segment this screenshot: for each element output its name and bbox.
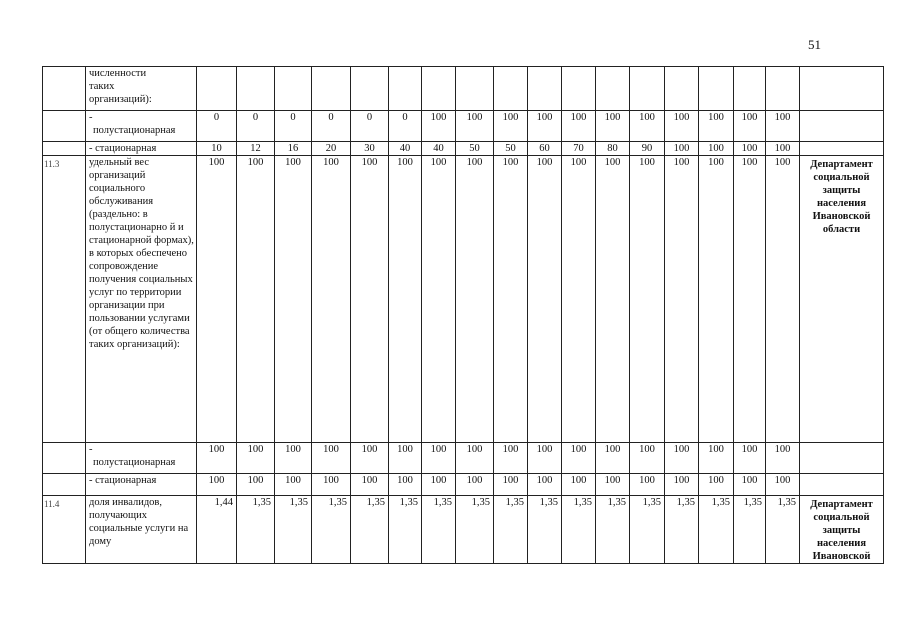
description-line: полустационарная: [93, 457, 176, 468]
year-value-cell: 100: [351, 443, 389, 474]
year-value-cell: 50: [494, 142, 528, 156]
row-description: [86, 111, 197, 142]
year-value-cell: [630, 67, 665, 111]
year-value-cell: 60: [528, 142, 562, 156]
year-value-cell: 100: [494, 474, 528, 496]
responsible-department: [800, 443, 884, 474]
year-value-cell: 0: [312, 111, 351, 142]
year-value-cell: 50: [456, 142, 494, 156]
responsible-department: Департамент социальной защиты населения Ивановской области: [800, 156, 884, 443]
year-value-cell: 1,35: [596, 496, 630, 564]
table-row: [43, 443, 884, 474]
year-value-cell: 100: [630, 111, 665, 142]
row-index: [43, 443, 86, 474]
year-value-cell: 100: [528, 111, 562, 142]
year-value-cell: 1,35: [528, 496, 562, 564]
year-value-cell: 100: [766, 142, 800, 156]
row-index: 11.4: [43, 496, 86, 564]
year-value-cell: 1,35: [734, 496, 766, 564]
table-row: [43, 142, 884, 156]
year-value-cell: 100: [766, 474, 800, 496]
row-index: [43, 474, 86, 496]
year-value-cell: 100: [237, 443, 275, 474]
year-value-cell: 100: [528, 474, 562, 496]
year-value-cell: 1,35: [562, 496, 596, 564]
year-value-cell: 100: [596, 111, 630, 142]
year-value-cell: 100: [456, 474, 494, 496]
row-description: доля инвалидов, получающих социальные услуги на дому: [86, 496, 197, 564]
year-value-cell: 100: [596, 474, 630, 496]
year-value-cell: [528, 67, 562, 111]
year-value-cell: 80: [596, 142, 630, 156]
year-value-cell: 100: [389, 474, 422, 496]
year-value-cell: 100: [389, 443, 422, 474]
year-value-cell: 1,35: [456, 496, 494, 564]
year-value-cell: 1,35: [389, 496, 422, 564]
year-value-cell: 100: [665, 474, 699, 496]
year-value-cell: 1,35: [665, 496, 699, 564]
row-index: [43, 111, 86, 142]
year-value-cell: 0: [275, 111, 312, 142]
year-value-cell: 100: [237, 156, 275, 443]
year-value-cell: 100: [596, 156, 630, 443]
year-value-cell: [699, 67, 734, 111]
table-row: [43, 474, 884, 496]
year-value-cell: [766, 67, 800, 111]
year-value-cell: [734, 67, 766, 111]
year-value-cell: 90: [630, 142, 665, 156]
year-value-cell: 1,35: [630, 496, 665, 564]
year-value-cell: [237, 67, 275, 111]
year-value-cell: 100: [665, 142, 699, 156]
year-value-cell: [456, 67, 494, 111]
year-value-cell: 100: [197, 156, 237, 443]
year-value-cell: 100: [312, 474, 351, 496]
year-value-cell: 100: [766, 443, 800, 474]
year-value-cell: 10: [197, 142, 237, 156]
row-index: [43, 67, 86, 111]
row-description: численности таких организаций):: [86, 67, 197, 111]
year-value-cell: 100: [312, 443, 351, 474]
year-value-cell: 100: [312, 156, 351, 443]
year-value-cell: 100: [562, 474, 596, 496]
year-value-cell: 70: [562, 142, 596, 156]
year-value-cell: 100: [528, 156, 562, 443]
responsible-department: Департамент социальной защиты населения Ивановской: [800, 496, 884, 564]
year-value-cell: [665, 67, 699, 111]
year-value-cell: 100: [665, 443, 699, 474]
year-value-cell: 100: [422, 111, 456, 142]
year-value-cell: 40: [422, 142, 456, 156]
year-value-cell: 100: [562, 156, 596, 443]
year-value-cell: 100: [528, 443, 562, 474]
year-value-cell: 100: [665, 111, 699, 142]
year-value-cell: 100: [699, 156, 734, 443]
year-value-cell: 100: [734, 474, 766, 496]
year-value-cell: 100: [734, 111, 766, 142]
responsible-department: [800, 67, 884, 111]
year-value-cell: 20: [312, 142, 351, 156]
row-description: удельный вес организаций социального обслуживания (раздельно: в полустационарно й и стационарной формах), в которых обеспечено сопровождение получения социальных услуг по территории организации при пользовании услугами (от общего количества таких организаций):: [86, 156, 197, 443]
year-value-cell: [422, 67, 456, 111]
indicator-table: [42, 66, 884, 564]
year-value-cell: 0: [389, 111, 422, 142]
year-value-cell: 100: [275, 474, 312, 496]
year-value-cell: 100: [456, 156, 494, 443]
description-line: полустационарная: [93, 125, 176, 136]
year-value-cell: [389, 67, 422, 111]
year-value-cell: 1,35: [494, 496, 528, 564]
year-value-cell: [275, 67, 312, 111]
year-value-cell: 16: [275, 142, 312, 156]
year-value-cell: 100: [734, 156, 766, 443]
row-index: 11.3: [43, 156, 86, 443]
description-line: -: [89, 444, 93, 455]
responsible-department: [800, 142, 884, 156]
year-value-cell: 100: [766, 156, 800, 443]
year-value-cell: 100: [351, 474, 389, 496]
year-value-cell: 100: [422, 156, 456, 443]
year-value-cell: [596, 67, 630, 111]
table-row: [43, 67, 884, 111]
year-value-cell: 100: [456, 443, 494, 474]
year-value-cell: [312, 67, 351, 111]
year-value-cell: 100: [630, 443, 665, 474]
year-value-cell: 100: [766, 111, 800, 142]
year-value-cell: 100: [596, 443, 630, 474]
year-value-cell: 1,35: [699, 496, 734, 564]
description-line: -: [89, 112, 93, 123]
year-value-cell: 100: [422, 474, 456, 496]
year-value-cell: 1,35: [766, 496, 800, 564]
table-row: [43, 111, 884, 142]
year-value-cell: 100: [699, 142, 734, 156]
row-description: - стационарная: [86, 474, 197, 496]
table-row: [43, 156, 884, 443]
year-value-cell: [351, 67, 389, 111]
year-value-cell: 100: [562, 443, 596, 474]
page-number: 51: [808, 37, 821, 52]
year-value-cell: 100: [351, 156, 389, 443]
responsible-department: [800, 474, 884, 496]
responsible-department: [800, 111, 884, 142]
year-value-cell: 40: [389, 142, 422, 156]
table-row: [43, 496, 884, 564]
year-value-cell: 100: [562, 111, 596, 142]
year-value-cell: 100: [197, 474, 237, 496]
year-value-cell: 1,44: [197, 496, 237, 564]
year-value-cell: 0: [351, 111, 389, 142]
year-value-cell: [494, 67, 528, 111]
year-value-cell: 100: [389, 156, 422, 443]
year-value-cell: 12: [237, 142, 275, 156]
row-description: [86, 443, 197, 474]
year-value-cell: 100: [734, 142, 766, 156]
year-value-cell: [197, 67, 237, 111]
year-value-cell: 1,35: [351, 496, 389, 564]
year-value-cell: 100: [197, 443, 237, 474]
year-value-cell: 30: [351, 142, 389, 156]
year-value-cell: 100: [494, 443, 528, 474]
year-value-cell: 100: [699, 443, 734, 474]
year-value-cell: 100: [630, 156, 665, 443]
year-value-cell: 1,35: [312, 496, 351, 564]
row-description: - стационарная: [86, 142, 197, 156]
year-value-cell: 100: [275, 156, 312, 443]
year-value-cell: 100: [734, 443, 766, 474]
year-value-cell: 100: [665, 156, 699, 443]
year-value-cell: 100: [699, 474, 734, 496]
year-value-cell: 0: [197, 111, 237, 142]
year-value-cell: 100: [494, 156, 528, 443]
year-value-cell: 0: [237, 111, 275, 142]
year-value-cell: 100: [699, 111, 734, 142]
year-value-cell: [562, 67, 596, 111]
year-value-cell: 100: [456, 111, 494, 142]
year-value-cell: 100: [237, 474, 275, 496]
year-value-cell: 1,35: [275, 496, 312, 564]
year-value-cell: 1,35: [422, 496, 456, 564]
year-value-cell: 1,35: [237, 496, 275, 564]
year-value-cell: 100: [630, 474, 665, 496]
row-index: [43, 142, 86, 156]
year-value-cell: 100: [275, 443, 312, 474]
year-value-cell: 100: [422, 443, 456, 474]
year-value-cell: 100: [494, 111, 528, 142]
